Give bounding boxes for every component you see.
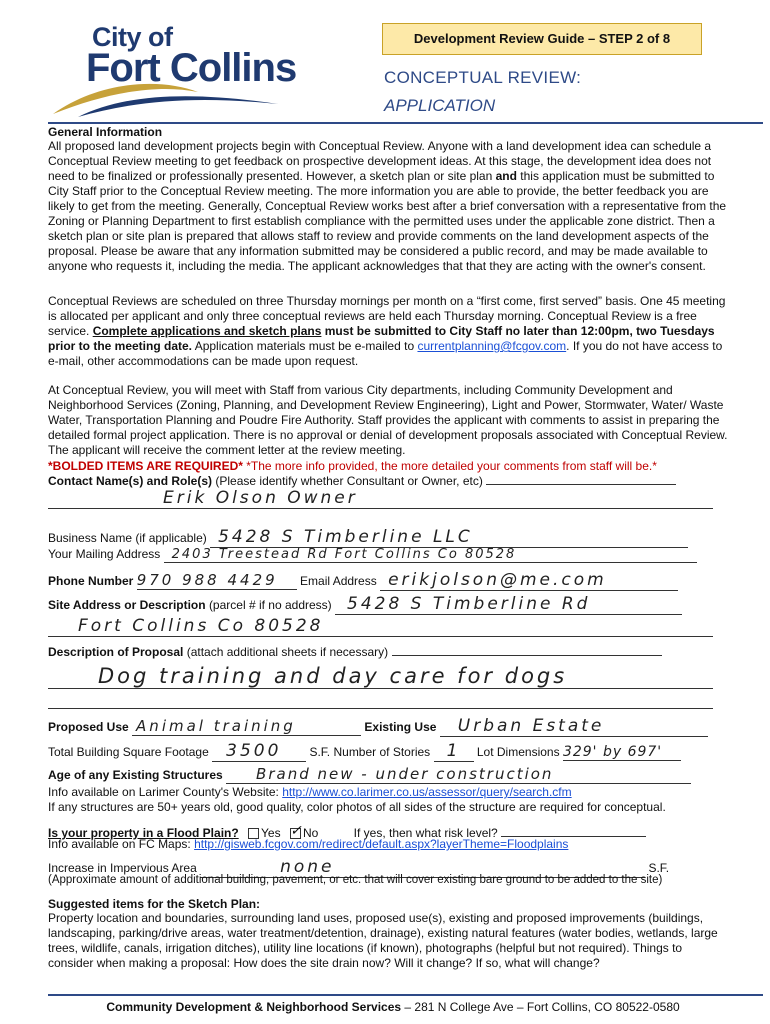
age-field[interactable]: Age of any Existing Structures Brand new - under construction: [48, 765, 738, 784]
business-field[interactable]: Business Name (if applicable) 5428 S Timberline LLC: [48, 527, 738, 548]
flood-no-checkbox[interactable]: ✓: [289, 822, 302, 839]
site-field-line2[interactable]: Fort Collins Co 80528: [48, 616, 738, 637]
general-paragraph-2: Conceptual Reviews are scheduled on three Thursday mornings per month on a “first come, first served” basis. One 45 meeting is allocated per applicant and only three conceptual reviews are held each Thursday morning. Conceptual Review is a free service. Complete applications and sketch plans must be submitted to City Staff no later than 12:00pm, two Tuesdays prior to the meeting date. Application materials must be e-mailed to currentplanning@fcgov.com. If you do not have access to e-mail, other accommodations can be made upon request.: [48, 294, 726, 368]
page-subtitle: APPLICATION: [384, 96, 496, 115]
size-row[interactable]: Total Building Square Footage 3500 S.F. Number of Stories 1 Lot Dimensions 329' by 697': [48, 741, 738, 762]
contact-field[interactable]: Erik Olson Owner: [48, 488, 738, 509]
flood-info-row: Info available on FC Maps: http://gisweb.fcgov.com/redirect/default.aspx?layerTheme=Floodplains: [48, 837, 569, 851]
photos-note: If any structures are 50+ years old, good quality, color photos of all sides of the structure are required for conceptual.: [48, 800, 666, 814]
logo-line2: Fort Collins: [86, 46, 297, 90]
mailing-field[interactable]: Your Mailing Address 2403 Treestead Rd Fort Collins Co 80528: [48, 547, 738, 563]
general-paragraph-3: At Conceptual Review, you will meet with Staff from various City departments, including Community Development and Neighborhood Services (Zoning, Planning, and Development Review Engineering), Light and Power, Stormwater, Water/ Waste Water, Transportation Planning and Poudre Fire Authority. Staff provides the applicant with comments to assist in preparing the detailed formal project application. There is no approval or denial of development proposals associated with Conceptual Review. The applicant will receive the comment letter at the review meeting.: [48, 383, 728, 457]
impervious-note: (Approximate amount of additional building, pavement, or etc. that will cover existing bare ground to be added to the site): [48, 874, 663, 886]
use-row[interactable]: Proposed Use Animal training Existing Use Urban Estate: [48, 716, 738, 737]
larimer-row: Info available on Larimer County's Website: http://www.co.larimer.co.us/assessor/query/search.cfm: [48, 785, 572, 799]
sketch-heading: Suggested items for the Sketch Plan:: [48, 897, 261, 911]
general-heading: General Information: [48, 125, 163, 139]
phone-email-row[interactable]: Phone Number 970 988 4429 Email Address erikjolson@me.com: [48, 570, 738, 591]
required-note: *BOLDED ITEMS ARE REQUIRED* *The more info provided, the more detailed your comments from staff will be.*: [48, 459, 657, 473]
page-title: CONCEPTUAL REVIEW:: [384, 68, 582, 87]
sketch-body: Property location and boundaries, surrounding land uses, proposed use(s), existing and proposed improvements (buildings, landscaping, parking/drive areas, water treatment/detention, drainage), existing natural features (water bodies, wetlands, large trees, wildlife, canals, irrigation ditches), utility line locations (if known), photographs (helpful but not required). Things to consider when making a proposal: How does the site drain now? Will it change? If so, what will change?: [48, 911, 718, 970]
footer-divider: [48, 994, 763, 996]
email-link[interactable]: currentplanning@fcgov.com: [417, 339, 567, 353]
site-field[interactable]: Site Address or Description (parcel # if no address) 5428 S Timberline Rd: [48, 594, 738, 615]
logo-line1: City of: [92, 22, 173, 52]
flood-row: Is your property in a Flood Plain? Yes ✓ No If yes, then what risk level?: [48, 826, 738, 840]
description-label-row: Description of Proposal (attach additional sheets if necessary): [48, 645, 738, 659]
impervious-field[interactable]: Increase in Impervious Area none S.F.: [48, 857, 670, 877]
header-divider: [48, 122, 763, 124]
footer: Community Development & Neighborhood Services – 281 N College Ave – Fort Collins, CO 80522-0580: [106, 1000, 680, 1014]
larimer-link[interactable]: http://www.co.larimer.co.us/assessor/query/search.cfm: [282, 785, 572, 799]
description-field[interactable]: Dog training and day care for dogs: [48, 664, 738, 689]
floodplain-link[interactable]: http://gisweb.fcgov.com/redirect/default.aspx?layerTheme=Floodplains: [194, 837, 569, 851]
step-box: Development Review Guide – STEP 2 of 8: [382, 23, 702, 55]
description-blank-line[interactable]: [48, 694, 738, 712]
general-paragraph-1: All proposed land development projects begin with Conceptual Review. Anyone with a land development idea can schedule a Conceptual Review meeting to get feedback on prospective development ideas. At this stage, the development idea does not need to be finalized or professionally presented. However, a sketch plan or site plan and this application must be submitted to City Staff prior to the Conceptual Review meeting. The more information you are able to provide, the better feedback you are likely to get from the meeting. Generally, Conceptual Review works best after a brief conversation with a representative from the Zoning or Planning Department to first establish compliance with the permitted uses under the applicable zone district. Then a sketch plan or site plan is prepared that allows staff to review and provide comments on the land development aspects of the proposal. Please be aware that any information submitted may be considered a public record, and may be made available to anyone who requests it, including the media. The applicant acknowledges that that they are acting with the owner's consent.: [48, 139, 727, 273]
contact-row: Contact Name(s) and Role(s) (Please identify whether Consultant or Owner, etc): [48, 474, 738, 488]
